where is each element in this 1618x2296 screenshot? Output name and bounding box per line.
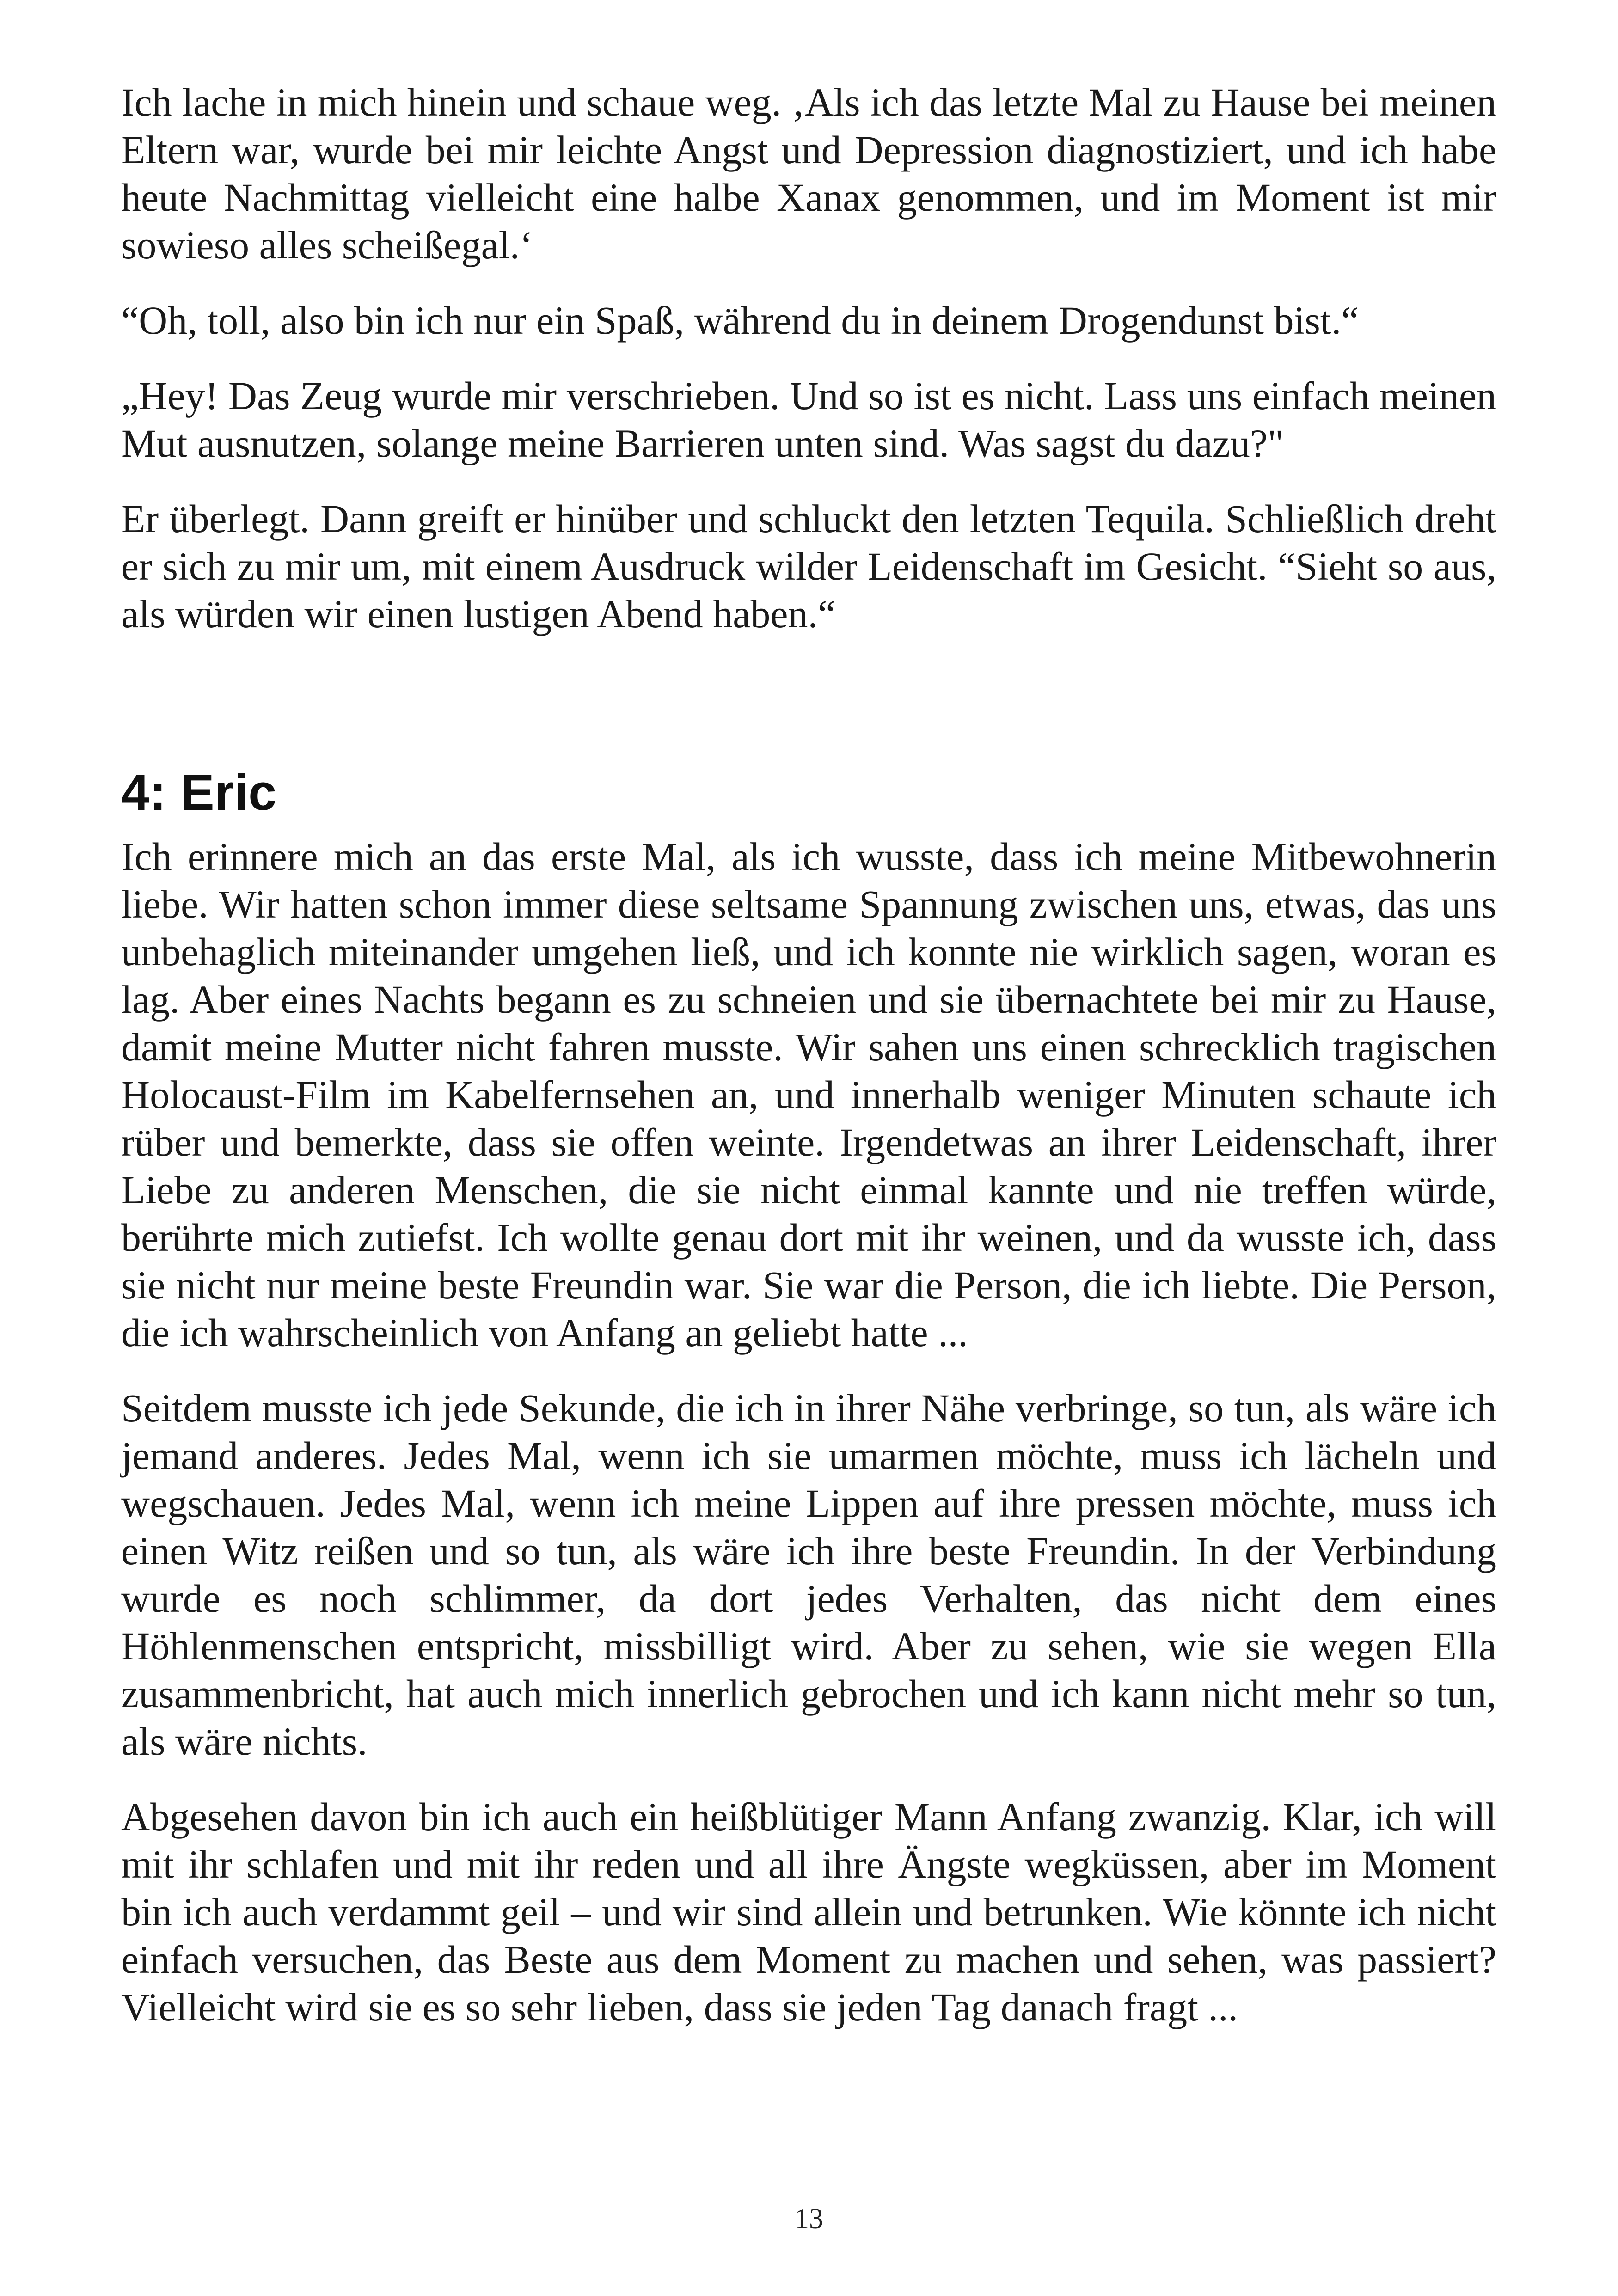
paragraph-pretend: Seitdem musste ich jede Sekunde, die ich in ihrer Nähe verbringe, so tun, als wäre ich jemand anderes. Jedes Mal, wenn ich sie umarmen möchte, muss ich lächeln und wegschauen. Jedes Mal, wenn ich meine Lippen auf ihre pressen möchte, muss ich einen Witz reißen und so tun, als wäre ich ihre beste Freundin. In der Verbindung wurde es noch schlimmer, da dort jedes Verhalten, das nicht dem eines Höhlenmenschen entspricht, missbilligt wird. Aber zu sehen, wie sie wegen Ella zusammenbricht, hat auch mich innerlich gebrochen und ich kann nicht mehr so tun, als wäre nichts. — [121, 1386, 1496, 1763]
paragraph-tequila: Er überlegt. Dann greift er hinüber und schluckt den letzten Tequila. Schließlich dreht er sich zu mir um, mit einem Ausdruck wilder Leidenschaft im Gesicht. “Sieht so aus, als würden wir einen lustigen Abend haben.“ — [121, 496, 1496, 636]
paragraph-prescribed: „Hey! Das Zeug wurde mir verschrieben. Und so ist es nicht. Lass uns einfach meinen Mut ausnutzen, solange meine Barrieren unten sind. Was sagst du dazu?" — [121, 373, 1496, 465]
paragraph-roommate: Ich erinnere mich an das erste Mal, als ich wusste, dass ich meine Mitbewohnerin liebe. Wir hatten schon immer diese seltsame Spannung zwischen uns, etwas, das uns unbehaglich miteinander umgehen ließ, und ich konnte nie wirklich sagen, woran es lag. Aber eines Nachts begann es zu schneien und sie übernachtete bei mir zu Hause, damit meine Mutter nicht fahren musste. Wir sahen uns einen schrecklich tragischen Holocaust-Film im Kabelfernsehen an, und innerhalb weniger Minuten schaute ich rüber und bemerkte, dass sie offen weinte. Irgendetwas an ihrer Leidenschaft, ihrer Liebe zu anderen Menschen, die sie nicht einmal kannte und nie treffen würde, berührte mich zutiefst. Ich wollte genau dort mit ihr weinen, und da wusste ich, dass sie nicht nur meine beste Freundin war. Sie war die Person, die ich liebte. Die Person, die ich wahrscheinlich von Anfang an geliebt hatte ... — [121, 834, 1496, 1355]
paragraph-hot-blooded: Abgesehen davon bin ich auch ein heißblütiger Mann Anfang zwanzig. Klar, ich will mit ihr schlafen und mit ihr reden und all ihre Ängste wegküssen, aber im Moment bin ich auch verdammt geil – und wir sind allein und betrunken. Wie könnte ich nicht einfach versuchen, das Beste aus dem Moment zu machen und sehen, was passiert? Vielleicht wird sie es so sehr lieben, dass sie jeden Tag danach fragt ... — [121, 1794, 1496, 2029]
page-body — [121, 79, 1496, 2031]
chapter-title: 4: Eric — [121, 764, 277, 821]
paragraph-drug-haze: “Oh, toll, also bin ich nur ein Spaß, während du in deinem Drogendunst bist.“ — [121, 298, 1359, 343]
page-number: 13 — [795, 2203, 823, 2235]
paragraph-laugh: Ich lache in mich hinein und schaue weg. ‚Als ich das letzte Mal zu Hause bei meinen Eltern war, wurde bei mir leichte Angst und Depression diagnostiziert, und ich habe heute Nachmittag vielleicht eine halbe Xanax genommen, und im Moment ist mir sowieso alles scheißegal.‘ — [121, 80, 1496, 267]
